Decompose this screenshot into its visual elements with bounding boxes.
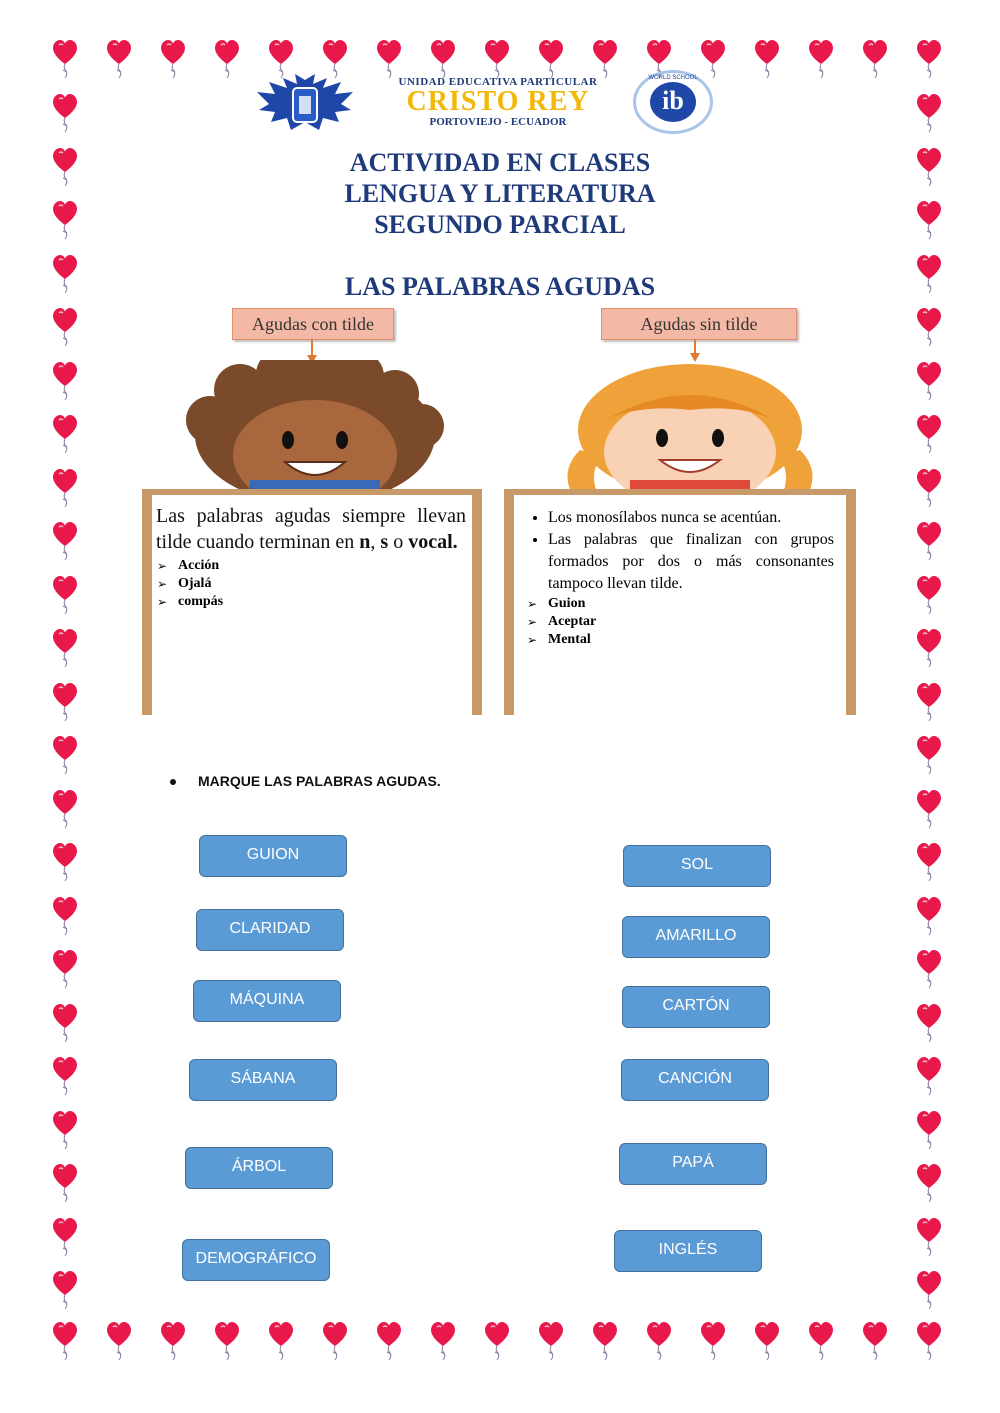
heart-balloon-icon — [916, 94, 942, 134]
heart-balloon-icon — [646, 1322, 672, 1362]
heart-balloon-icon — [916, 576, 942, 616]
left-examples-list — [152, 557, 472, 611]
board-right — [504, 489, 856, 715]
heart-balloon-icon — [214, 40, 240, 80]
school-name-block — [373, 76, 623, 128]
heart-balloon-icon — [916, 843, 942, 883]
heart-balloon-icon — [52, 1218, 78, 1258]
heart-balloon-icon — [52, 415, 78, 455]
heart-balloon-icon — [52, 308, 78, 348]
tag-agudas-con-tilde: Agudas con tilde — [232, 308, 394, 340]
option-carton[interactable]: CARTÓN — [622, 986, 770, 1028]
heart-balloon-icon — [916, 1111, 942, 1151]
heart-balloon-icon — [52, 1004, 78, 1044]
heart-balloon-icon — [484, 1322, 510, 1362]
heart-balloon-icon — [52, 94, 78, 134]
heart-balloon-icon — [916, 736, 942, 776]
title-term: SEGUNDO PARCIAL — [374, 210, 626, 239]
heart-balloon-icon — [52, 683, 78, 723]
left-rule-main: Las palabras agudas siempre llevan tilde cuando terminan en — [156, 505, 466, 553]
heart-balloon-icon — [808, 1322, 834, 1362]
left-rule-s: s — [380, 531, 389, 553]
heart-balloon-icon — [52, 522, 78, 562]
heart-balloon-icon — [160, 40, 186, 80]
option-claridad[interactable]: CLARIDAD — [196, 909, 344, 951]
bullet-icon — [170, 779, 176, 785]
heart-balloon-icon — [916, 683, 942, 723]
heart-balloon-icon — [916, 1322, 942, 1362]
school-line1: UNIDAD EDUCATIVA PARTICULAR — [398, 76, 598, 88]
heart-balloon-icon — [916, 790, 942, 830]
heart-balloon-icon — [52, 362, 78, 402]
heart-balloon-icon — [916, 469, 942, 509]
title-subject: LENGUA Y LITERATURA — [344, 179, 656, 208]
heart-balloon-icon — [862, 1322, 888, 1362]
option-ingles[interactable]: INGLÉS — [614, 1230, 762, 1272]
right-examples-list — [526, 595, 846, 649]
heart-balloon-icon — [916, 897, 942, 937]
heart-balloon-icon — [916, 415, 942, 455]
heart-balloon-icon — [916, 362, 942, 402]
heart-balloon-icon — [106, 40, 132, 80]
heart-balloon-icon — [916, 1164, 942, 1204]
heart-balloon-icon — [52, 843, 78, 883]
ib-ring-text: WORLD SCHOOL — [648, 75, 698, 81]
heart-balloon-icon — [430, 1322, 456, 1362]
heart-balloon-icon — [52, 469, 78, 509]
header-logos — [255, 70, 755, 145]
ib-mark: ib — [650, 82, 696, 122]
heart-balloon-icon — [538, 1322, 564, 1362]
left-rule-o: o — [388, 531, 404, 553]
option-amarillo[interactable]: AMARILLO — [622, 916, 770, 958]
heart-balloon-icon — [592, 1322, 618, 1362]
option-papa[interactable]: PAPÁ — [619, 1143, 767, 1185]
heart-balloon-icon — [52, 629, 78, 669]
heart-balloon-icon — [754, 40, 780, 80]
list-item: ➢ Mental — [548, 631, 846, 649]
heart-balloon-icon — [916, 308, 942, 348]
heart-balloon-icon — [106, 1322, 132, 1362]
option-guion[interactable]: GUION — [199, 835, 347, 877]
heart-balloon-icon — [52, 576, 78, 616]
list-item: ➢ compás — [178, 593, 472, 611]
heart-balloon-icon — [52, 40, 78, 80]
heart-balloon-icon — [52, 950, 78, 990]
heart-balloon-icon — [916, 1218, 942, 1258]
heart-balloon-icon — [268, 1322, 294, 1362]
boy-illustration — [170, 360, 460, 500]
heart-balloon-icon — [916, 1057, 942, 1097]
instruction — [170, 773, 441, 789]
girl-illustration — [540, 360, 840, 500]
option-maquina[interactable]: MÁQUINA — [193, 980, 341, 1022]
heart-balloon-icon — [52, 736, 78, 776]
ib-logo — [633, 70, 713, 134]
option-sol[interactable]: SOL — [623, 845, 771, 887]
left-rule-comma: , — [370, 531, 381, 553]
list-item: ➢ Guion — [548, 595, 846, 613]
heart-balloon-icon — [916, 40, 942, 80]
heart-balloon-icon — [52, 1322, 78, 1362]
option-sabana[interactable]: SÁBANA — [189, 1059, 337, 1101]
list-item: • Los monosílabos nunca se acentúan. — [548, 507, 834, 529]
heart-balloon-icon — [916, 522, 942, 562]
list-item: ➢ Acción — [178, 557, 472, 575]
heart-balloon-icon — [808, 40, 834, 80]
heart-balloon-icon — [862, 40, 888, 80]
left-rule-text — [156, 503, 466, 555]
board-left — [142, 489, 482, 715]
option-cancion[interactable]: CANCIÓN — [621, 1059, 769, 1101]
heart-balloon-icon — [916, 950, 942, 990]
school-location: PORTOVIEJO - ECUADOR — [429, 116, 567, 128]
heart-balloon-icon — [52, 1164, 78, 1204]
heart-balloon-icon — [916, 1271, 942, 1311]
heart-balloon-icon — [754, 1322, 780, 1362]
list-item: ➢ Ojalá — [178, 575, 472, 593]
list-item: • Las palabras que finalizan con grupos formados por dos o más consonantes tampoco llevan tilde. — [548, 529, 834, 595]
left-rule-n: n — [359, 531, 371, 553]
option-arbol[interactable]: ÁRBOL — [185, 1147, 333, 1189]
heart-balloon-icon — [376, 1322, 402, 1362]
left-rule-vocal: vocal. — [408, 531, 458, 553]
list-item: ➢ Aceptar — [548, 613, 846, 631]
heart-balloon-icon — [916, 629, 942, 669]
title-topic: LAS PALABRAS AGUDAS — [344, 272, 656, 301]
heart-balloon-icon — [52, 1271, 78, 1311]
heart-balloon-icon — [52, 1057, 78, 1097]
eagle-crest-icon — [255, 72, 355, 140]
heart-balloon-icon — [916, 1004, 942, 1044]
heart-balloon-icon — [52, 897, 78, 937]
heart-balloon-icon — [52, 790, 78, 830]
title-activity: ACTIVIDAD EN CLASES — [349, 148, 651, 177]
school-name: CRISTO REY — [406, 86, 590, 117]
tag-agudas-sin-tilde: Agudas sin tilde — [601, 308, 797, 340]
heart-balloon-icon — [160, 1322, 186, 1362]
instruction-text: MARQUE LAS PALABRAS AGUDAS. — [198, 773, 441, 789]
heart-balloon-icon — [52, 1111, 78, 1151]
heart-balloon-icon — [700, 1322, 726, 1362]
heart-balloon-icon — [322, 1322, 348, 1362]
right-rules-list — [526, 507, 834, 595]
heart-balloon-icon — [214, 1322, 240, 1362]
option-demografico[interactable]: DEMOGRÁFICO — [182, 1239, 330, 1281]
